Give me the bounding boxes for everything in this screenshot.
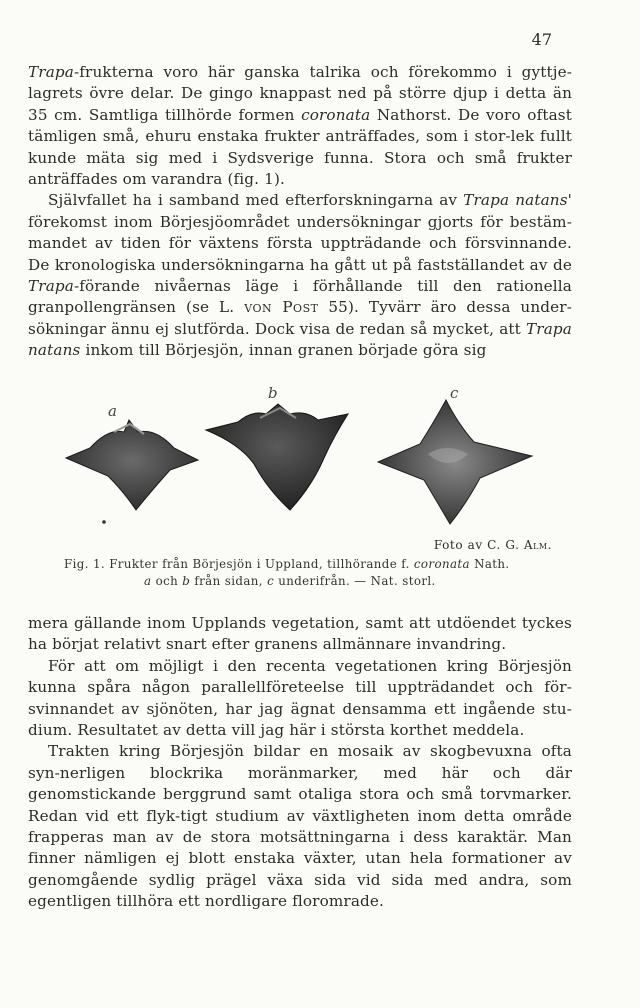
paragraph-text: 55). Tyvärr äro dessa under-sökningar ännu ej slutförda. Dock visa de redan så mycket, att [28, 298, 572, 338]
caption-text: underifrån. — Nat. storl. [274, 574, 436, 588]
author-name: von Post [244, 298, 319, 317]
caption-ref-a: a [144, 574, 152, 588]
paragraph-text: -förande nivåernas läge i förhållande till den rationella granpollengränsen (se L. [28, 277, 572, 317]
figure-label-a: a [108, 402, 117, 420]
photo-credit-suffix: . [547, 538, 552, 552]
paragraph-research [28, 190, 572, 361]
figure-caption [64, 556, 572, 590]
page-number: 47 [531, 30, 552, 49]
caption-text: och [151, 574, 183, 588]
species-name: Trapa [28, 277, 74, 296]
paragraph-text: Självfallet ha i samband med efterforskningarna av [48, 191, 464, 210]
caption-ref-b: b [182, 574, 191, 588]
caption-text: från sidan, [190, 574, 268, 588]
fruit-b [206, 404, 348, 510]
paragraph-text: -frukterna voro här ganska talrika och förekommo i gyttje-lagrets övre delar. De gingo knappast ned på större djup i detta än 35 cm. Samtliga tillhörde formen [28, 63, 572, 124]
paragraph-continuation: mera gällande inom Upplands vegetation, samt att utdöendet tyckes ha börjat relativt snart efter granens allmännare invandring. [28, 614, 572, 654]
photographer-name: Alm [523, 538, 548, 552]
paragraph-text: inkom till Börjesjön, innan granen började göra sig [80, 341, 487, 360]
paragraph-text: Nathorst. De voro oftast tämligen små, ehuru enstaka frukter anträffades, som i stor-lek fullt kunde mäta sig med i Sydsverige funna. Stora och små frukter anträffades om varandra (fig. 1). [28, 105, 572, 189]
caption-text: Nath. [469, 557, 510, 571]
figure-label-b: b [268, 384, 278, 402]
caption-ref-c: c [267, 574, 275, 588]
caption-text: Fig. 1. Frukter från Börjesjön i Uppland, tillhörande f. [64, 557, 414, 571]
species-name: Trapa natans [28, 319, 572, 360]
paragraph-trapa-fruits [28, 62, 572, 190]
figure-photo [28, 380, 572, 530]
figure-label-c: c [450, 384, 459, 402]
species-name: Trapa [28, 63, 74, 81]
fruit-c [378, 400, 532, 524]
fruit-a [66, 420, 198, 510]
photo-credit-prefix: Foto av C. G. [433, 538, 524, 552]
photo-credit [434, 538, 552, 552]
caption-line-1 [64, 556, 572, 573]
caption-line-2 [64, 573, 572, 590]
text-block-bottom [28, 613, 572, 913]
paragraph-recent-vegetation: För att om möjligt i den recenta vegetationen kring Börjesjön kunna spåra någon parallellföreteelse till uppträdandet och för-svinnandet av sjönöten, har jag ägnat densamma ett ingående stu-dium. Resultatet av detta vill jag här i största korthet meddela. [28, 656, 572, 740]
paragraph-landscape: Trakten kring Börjesjön bildar en mosaik av skogbevuxna ofta syn-nerligen blockrika moränmarker, med här och där genomstickande berggrund samt otaliga stora och små torvmarker. Redan vid ett flyk-tigt studium av växtligheten inom detta område frapperas man av de stora motsättningarna i dess karaktär. Man finner nämligen ej blott enstaka växter, utan hela formationer av genomgående sydlig prägel växa sida vid sida med andra, som egentligen tillhöra ett nordligare floromrade. [28, 742, 572, 911]
paragraph-text: ' förekomst inom Börjesjöområdet undersökningar gjorts för bestäm-mandet av tiden för växtens första uppträdande och försvinnande. De kronologiska undersökningarna ha gått ut på fastställandet av de [28, 191, 572, 274]
figure-trapa-fruits [28, 380, 572, 530]
text-block-top [28, 62, 572, 362]
species-name: Trapa natans [463, 191, 568, 210]
caption-form-name: coronata [413, 557, 470, 571]
form-name: coronata [301, 105, 371, 124]
